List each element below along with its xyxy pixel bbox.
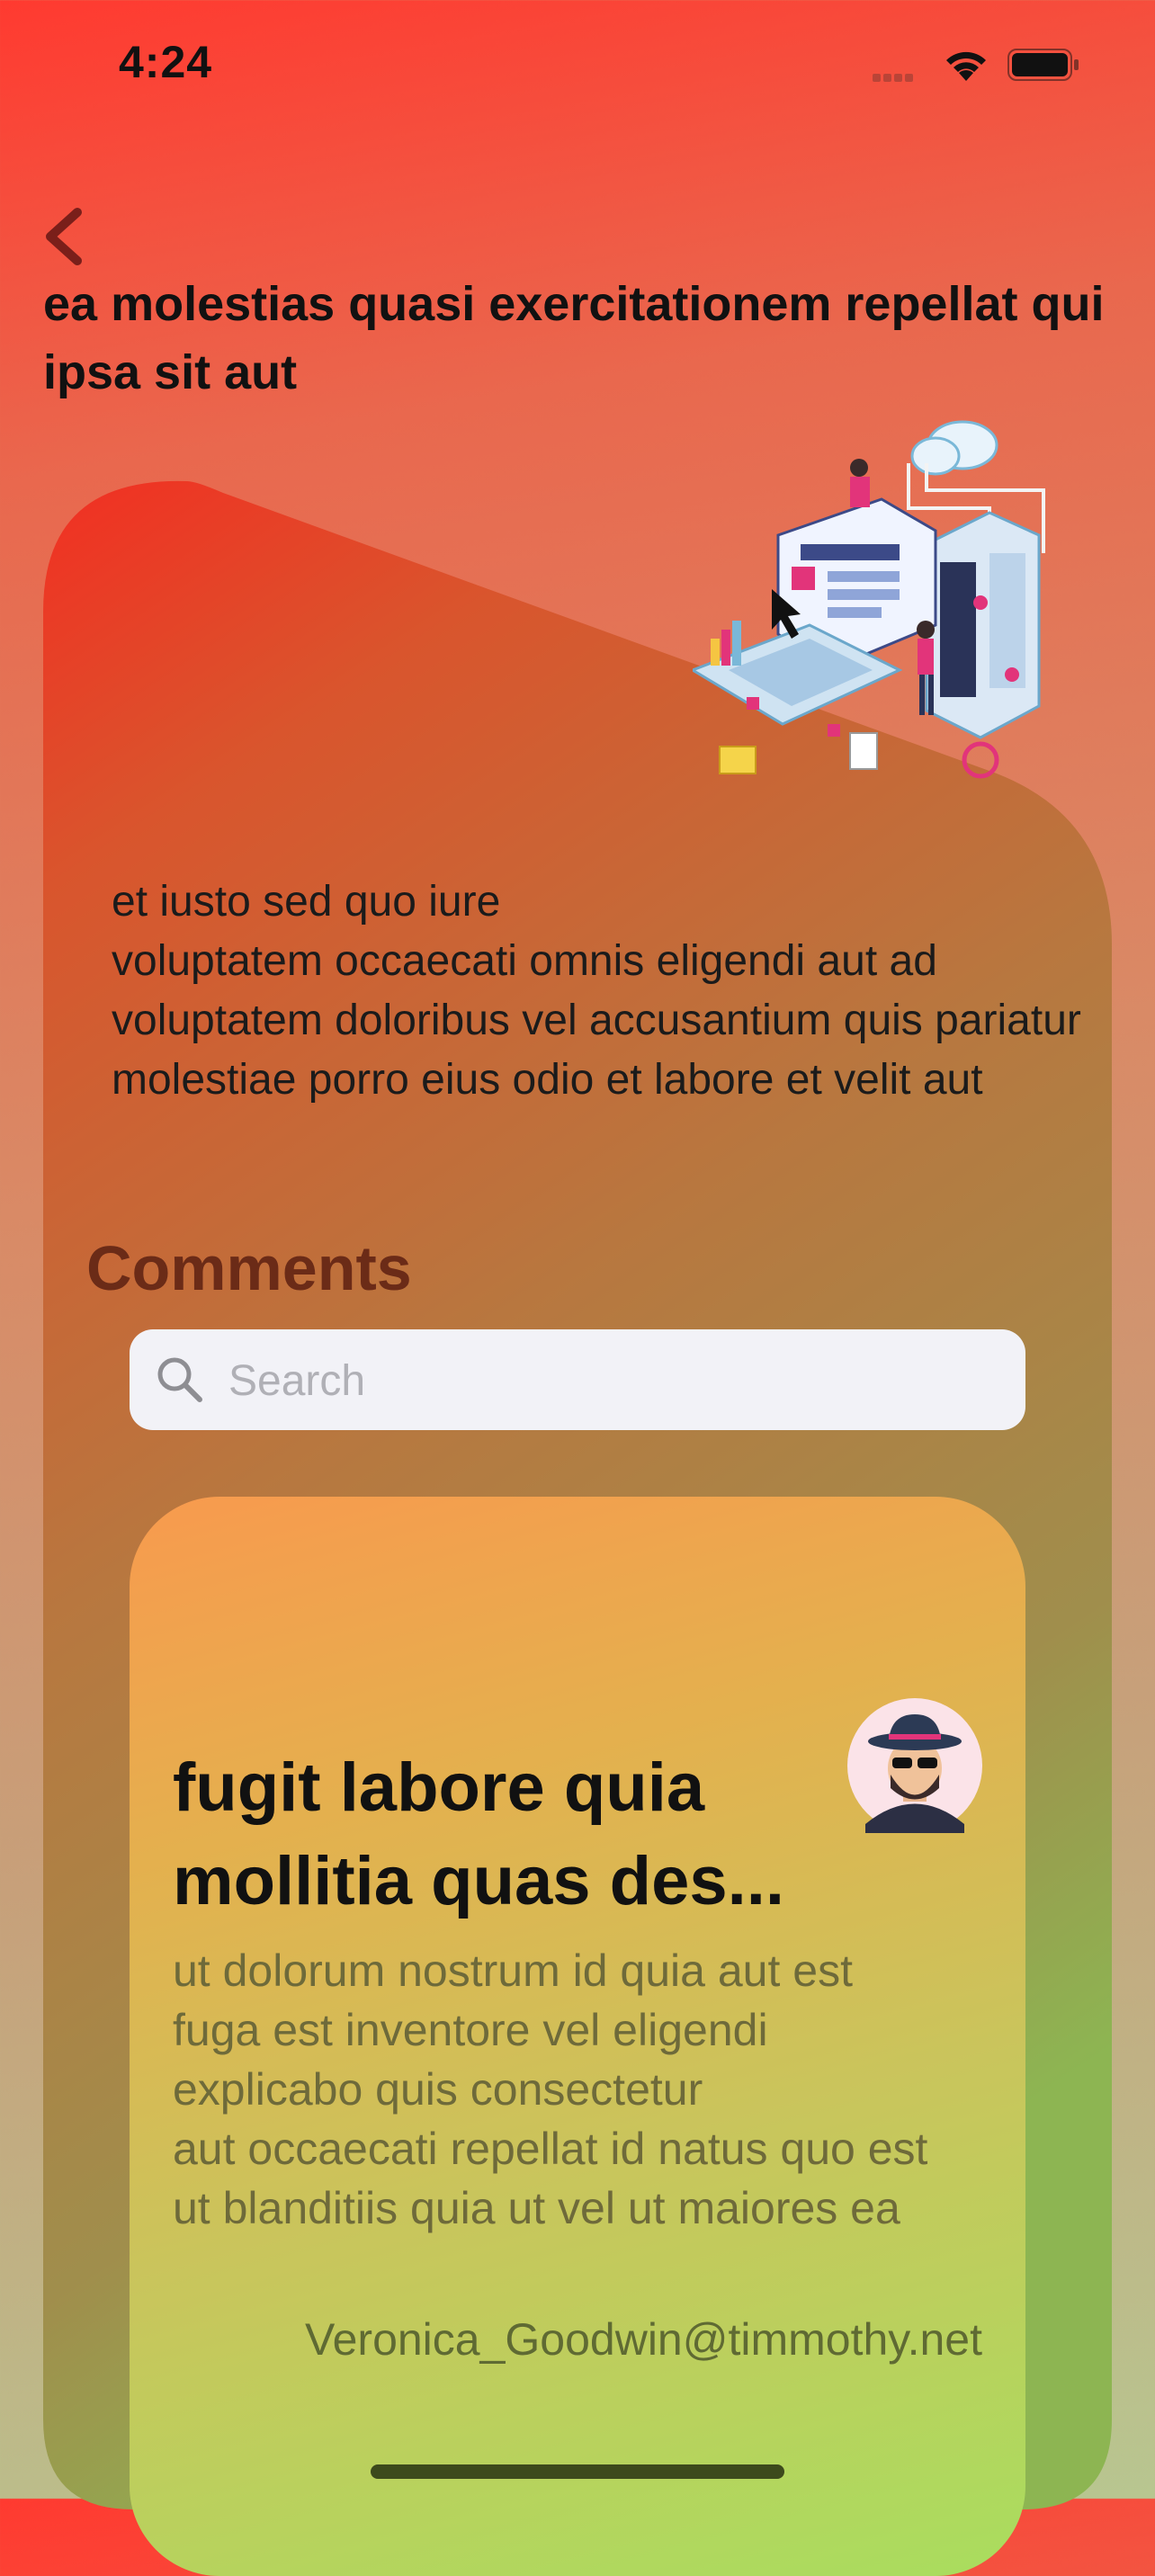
comment-body xyxy=(173,1941,982,2238)
comment-search-bar[interactable] xyxy=(130,1329,1025,1430)
post-body-line: voluptatem doloribus vel accusantium quis pariatur xyxy=(112,997,1081,1044)
post-body-line: molestiae porro eius odio et labore et velit aut xyxy=(112,1056,983,1104)
chart-bars xyxy=(711,621,741,666)
wifi-icon xyxy=(943,47,989,83)
home-indicator[interactable] xyxy=(371,2464,784,2479)
status-bar xyxy=(0,0,1155,126)
comment-email: Veronica_Goodwin@timmothy.net xyxy=(305,2314,982,2365)
post-body-line: et iusto sed quo iure xyxy=(112,878,501,926)
comment-body-line: explicabo quis consectetur xyxy=(173,2064,703,2115)
comments-heading: Comments xyxy=(86,1233,412,1303)
post-body-line: voluptatem occaecati omnis eligendi aut ad xyxy=(112,937,937,985)
search-icon xyxy=(155,1355,205,1405)
post-body xyxy=(112,872,1083,1110)
server-rack xyxy=(927,513,1039,738)
document-icon xyxy=(850,733,877,769)
comment-body-line: ut dolorum nostrum id quia aut est xyxy=(173,1945,853,1996)
mail-icon xyxy=(720,747,756,774)
back-chevron-icon[interactable] xyxy=(38,205,92,268)
comment-body-line: ut blanditiis quia ut vel ut maiores ea xyxy=(173,2183,900,2233)
search-input[interactable] xyxy=(227,1347,1004,1414)
status-time: 4:24 xyxy=(119,37,213,87)
signal-icon xyxy=(873,70,916,86)
comment-title: fugit labore quia mollitia quas des... xyxy=(173,1749,784,1919)
battery-icon xyxy=(1007,49,1079,81)
avatar xyxy=(847,1698,982,1833)
at-sign-icon xyxy=(964,744,997,776)
post-title: ea molestias quasi exercitationem repellat qui ipsa sit aut xyxy=(43,277,1105,399)
comment-body-line: aut occaecati repellat id natus quo est xyxy=(173,2124,928,2174)
server-illustration xyxy=(693,409,1057,805)
comment-body-line: fuga est inventore vel eligendi xyxy=(173,2005,768,2055)
comment-card[interactable] xyxy=(130,1497,1025,2576)
